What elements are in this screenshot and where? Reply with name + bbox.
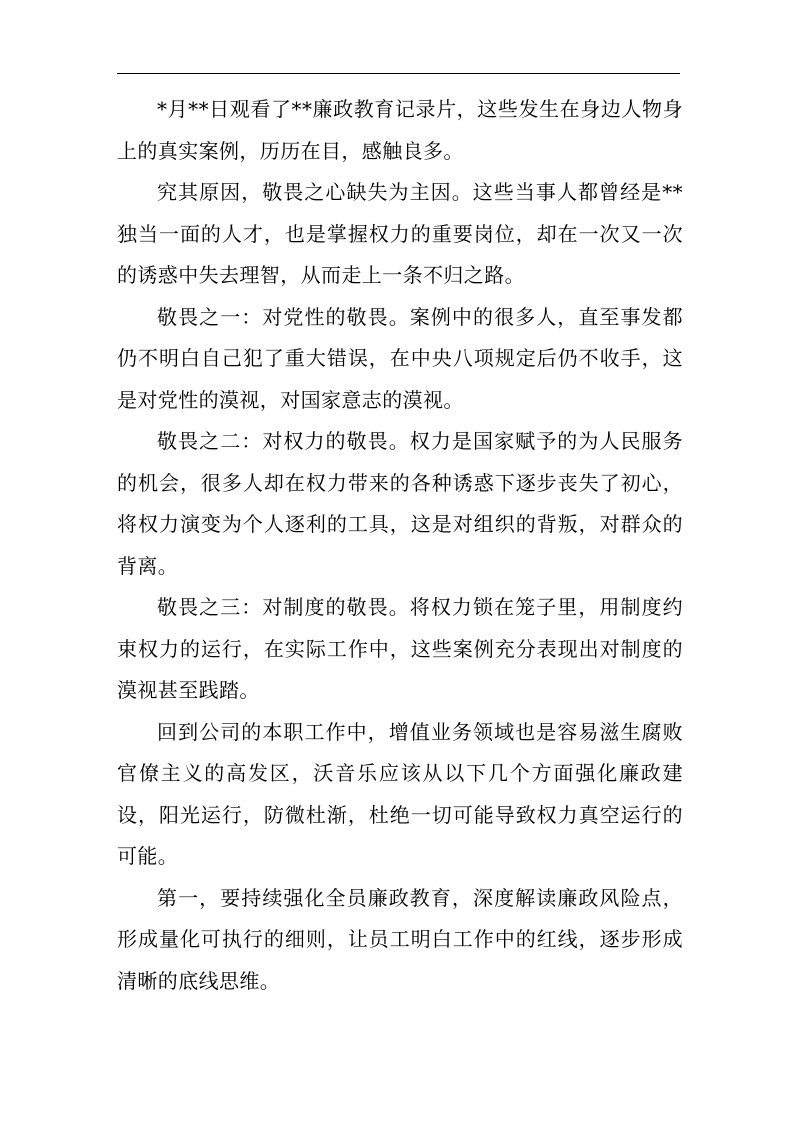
paragraph-reverence-system: 敬畏之三：对制度的敬畏。将权力锁在笼子里，用制度约束权力的运行，在实际工作中，这些案例充分表现出对制度的漠视甚至践踏。 [117, 595, 683, 702]
paragraph-reverence-power: 敬畏之二：对权力的敬畏。权力是国家赋予的为人民服务的机会，很多人却在权力带来的各种诱惑下逐步丧失了初心，将权力演变为个人逐利的工具，这是对组织的背叛，对群众的背离。 [117, 429, 683, 578]
paragraph-cause: 究其原因，敬畏之心缺失为主因。这些当事人都曾经是**独当一面的人才，也是掌握权力的重要岗位，却在一次又一次的诱惑中失去理智，从而走上一条不归之路。 [117, 180, 683, 287]
paragraph-company-work: 回到公司的本职工作中，增值业务领域也是容易滋生腐败官僚主义的高发区，沃音乐应该从以下几个方面强化廉政建设，阳光运行，防微杜渐，杜绝一切可能导致权力真空运行的可能。 [117, 719, 683, 868]
paragraph-reverence-party: 敬畏之一：对党性的敬畏。案例中的很多人，直至事发都仍不明白自己犯了重大错误，在中央八项规定后仍不收手，这是对党性的漠视，对国家意志的漠视。 [117, 304, 683, 412]
paragraph-intro: *月**日观看了**廉政教育记录片，这些发生在身边人物身上的真实案例，历历在目，感触良多。 [117, 97, 683, 163]
document-body [117, 89, 683, 1002]
header-rule [117, 73, 680, 74]
paragraph-first-measure: 第一，要持续强化全员廉政教育，深度解读廉政风险点，形成量化可执行的细则，让员工明白工作中的红线，逐步形成清晰的底线思维。 [117, 885, 683, 993]
